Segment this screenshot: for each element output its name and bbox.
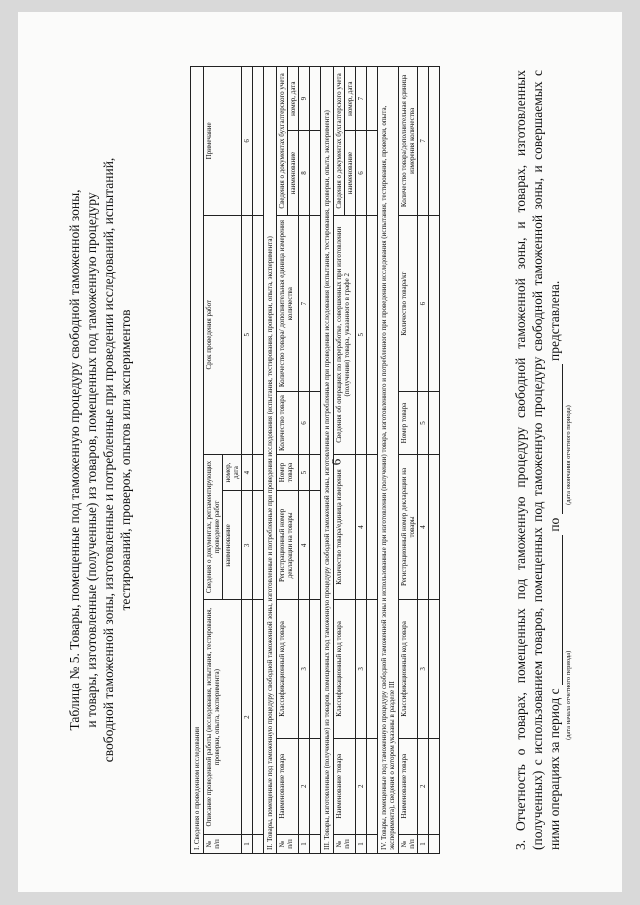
page-number: 9: [329, 458, 344, 466]
s2-col-no: № п/п: [277, 835, 299, 854]
section-1-heading: I. Сведения о проведенном исследовании: [191, 67, 204, 854]
section-4-heading: IV. Товары, помещенные под таможенную процедуру свободной таможенной зоны и использованные при изготовлении (получении) товара, изготовленного и потребленного при проведении исследования (испытания, тестирования, проверки, опыта, эксперимента), сведения о котором указаны в разделе III: [378, 67, 399, 854]
s1-num-row: 1 2 3 4 5 6: [242, 67, 253, 854]
s1-col-term: Срок проведения работ: [204, 215, 242, 454]
table-row: [367, 67, 378, 854]
s3-col-acc-name: наименование: [345, 131, 356, 216]
table-row: [429, 67, 440, 854]
s3-col-acc-num: номер, дата: [345, 67, 356, 131]
s3-col-no: № п/п: [334, 835, 356, 854]
s2-col-acc: Сведения о документах бухгалтерского учета: [277, 67, 288, 216]
s3-num-row: 1 2 3 4 5 6 7: [356, 67, 367, 854]
footer-paragraph: 3. Отчетность о товарах, помещенных под таможенную процедуру свободной таможенной зоны, и товарах, изготовленных (полученных) с использованием товаров, помещенных под таможенную процедуру свободной таможенной зоны, и совершаемых с ними операциях за период с по представлена. (дата начала отчетного периода) (дата окончания отчетного периода): [512, 70, 572, 850]
table-row: [253, 67, 264, 854]
hint-period-end: (дата окончания отчетного периода): [565, 405, 572, 505]
s4-col-no: № п/п: [399, 835, 418, 854]
s2-col-item: Номер товара: [277, 454, 299, 491]
footer-hints: [563, 70, 572, 850]
s4-col-qty2: Количество товара/дополнительная единица измерения количества: [399, 67, 418, 216]
s2-num-row: 1 2 3 4 5 6 7 8 9: [299, 67, 310, 854]
s2-col-reg: Регистрационный номер декларации на товары: [277, 491, 299, 600]
s3-col-ops: Сведения об операциях по переработке, совершенных при изготовлении (получении) товара, указанного в графе 2: [334, 215, 356, 454]
s3-col-name: Наименование товара: [334, 738, 356, 834]
s4-col-qty: Количество товара/кг: [399, 215, 418, 392]
s1-col-no: № п/п: [204, 835, 242, 854]
section-3-heading: III. Товары, изготовленные (полученные) из товаров, помещенных под таможенную процедуру свободной таможенной зоны, изготовленные и потребленные при проведении исследования (испытания, тестирования, проверки, опыта, эксперимента): [321, 67, 334, 854]
table-row: [310, 67, 321, 854]
s1-col-docs: Сведения о документах, регламентирующих проведение работ: [204, 454, 223, 600]
s3-col-qty: Количество товара/единица измерения: [334, 454, 356, 600]
s4-col-code: Классификационный код товара: [399, 600, 418, 738]
s4-col-reg: Регистрационный номер декларации на товары: [399, 454, 418, 600]
s4-col-item: Номер товара: [399, 392, 418, 454]
s2-col-code: Классификационный код товара: [277, 600, 299, 738]
s1-col-docs-name: наименование: [223, 491, 242, 600]
s4-col-name: Наименование товара: [399, 738, 418, 834]
s1-col-note: Примечание: [204, 67, 242, 216]
s1-col-desc: Описание проведенной работы (исследования, испытания, тестирования, проверки, опыта, эксперимента): [204, 600, 242, 835]
hint-period-start: (дата начала отчетного периода): [565, 650, 572, 740]
s2-col-name: Наименование товара: [277, 738, 299, 834]
s2-col-acc-num: номер, дата: [288, 67, 299, 131]
s2-col-qty: Количество товара: [277, 392, 299, 454]
section-2-heading: II. Товары, помещенные под таможенную процедуру свободной таможенной зоны, изготовленные и потребленные при проведении исследования (испытания, тестирования, проверки, опыта, эксперимента): [264, 67, 277, 854]
rotated-content: [60, 60, 580, 860]
s2-col-qty2: Количество товара/ дополнительная единица измерения количества: [277, 215, 299, 392]
s3-col-acc: Сведения о документах бухгалтерского учета: [334, 67, 345, 216]
s4-num-row: 1 2 3 4 5 6 7: [418, 67, 429, 854]
report-table: [190, 66, 440, 854]
s2-col-acc-name: наименование: [288, 131, 299, 216]
s1-col-docs-num: номер, дата: [223, 454, 242, 491]
s3-col-code: Классификационный код товара: [334, 600, 356, 738]
table-title: Таблица № 5. Товары, помещенные под таможенную процедуру свободной таможенной зоны, и товары, изготовленные (полученные) из товаров, помещенных под таможенную процедуру свободной таможенной зоны, изготовленные и потребленные при проведении исследований, испытаний, тестирований, проверок, опытов или экспериментов: [67, 157, 133, 763]
document-page: [18, 12, 622, 892]
